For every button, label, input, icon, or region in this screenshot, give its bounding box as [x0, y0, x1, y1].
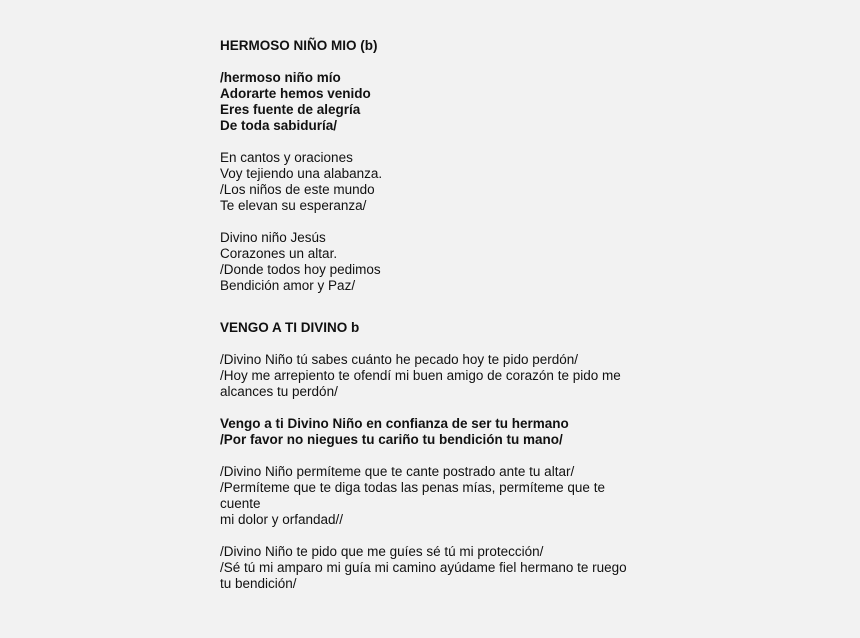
song-title-vengo-a-ti-divino: VENGO A TI DIVINO b: [220, 320, 360, 335]
lyric-line: /Divino Niño permíteme que te cante postrado ante tu altar/: [220, 464, 575, 479]
lyric-line: /Sé tú mi amparo mi guía mi camino ayúdame fiel hermano te ruego: [220, 560, 627, 575]
spacer: [220, 448, 820, 464]
spacer: [220, 400, 820, 416]
stanza-1-song-1: [220, 70, 820, 134]
stanza-2-song-2: [220, 416, 820, 448]
stanza-1-song-2: [220, 352, 820, 400]
spacer: [220, 54, 820, 70]
lyric-line: /Divino Niño tú sabes cuánto he pecado hoy te pido perdón/: [220, 352, 578, 367]
lyric-line: De toda sabiduría/: [220, 118, 338, 133]
lyric-line: tu bendición/: [220, 576, 297, 591]
spacer: [220, 336, 820, 352]
lyric-line: Corazones un altar.: [220, 246, 338, 261]
spacer: [220, 528, 820, 544]
lyric-line: /Por favor no niegues tu cariño tu bendición tu mano/: [220, 432, 563, 447]
lyric-line: Adorarte hemos venido: [220, 86, 371, 101]
stanza-2-song-1: [220, 150, 820, 214]
lyric-line: Te elevan su esperanza/: [220, 198, 367, 213]
lyrics-document: [220, 38, 820, 592]
lyric-line: Bendición amor y Paz/: [220, 278, 356, 293]
lyric-line: /Permíteme que te diga todas las penas mías, permíteme que te: [220, 480, 605, 495]
lyric-line: /Divino Niño te pido que me guíes sé tú mi protección/: [220, 544, 544, 559]
lyric-line: En cantos y oraciones: [220, 150, 353, 165]
lyric-line: /Hoy me arrepiento te ofendí mi buen amigo de corazón te pido me: [220, 368, 621, 383]
lyric-line: Eres fuente de alegría: [220, 102, 361, 117]
spacer: [220, 134, 820, 150]
lyric-line: /hermoso niño mío: [220, 70, 341, 85]
spacer: [220, 294, 820, 320]
lyric-line: mi dolor y orfandad//: [220, 512, 344, 527]
song-title-hermoso-nino-mio: HERMOSO NIÑO MIO (b): [220, 38, 378, 53]
lyric-line: /Donde todos hoy pedimos: [220, 262, 381, 277]
lyric-line: cuente: [220, 496, 261, 511]
lyric-line: Vengo a ti Divino Niño en confianza de ser tu hermano: [220, 416, 569, 431]
lyric-line: Divino niño Jesús: [220, 230, 326, 245]
stanza-3-song-1: [220, 230, 820, 294]
lyric-line: Voy tejiendo una alabanza.: [220, 166, 383, 181]
stanza-3-song-2: [220, 464, 820, 528]
lyric-line: alcances tu perdón/: [220, 384, 338, 399]
lyric-line: /Los niños de este mundo: [220, 182, 375, 197]
stanza-4-song-2: [220, 544, 820, 592]
spacer: [220, 214, 820, 230]
